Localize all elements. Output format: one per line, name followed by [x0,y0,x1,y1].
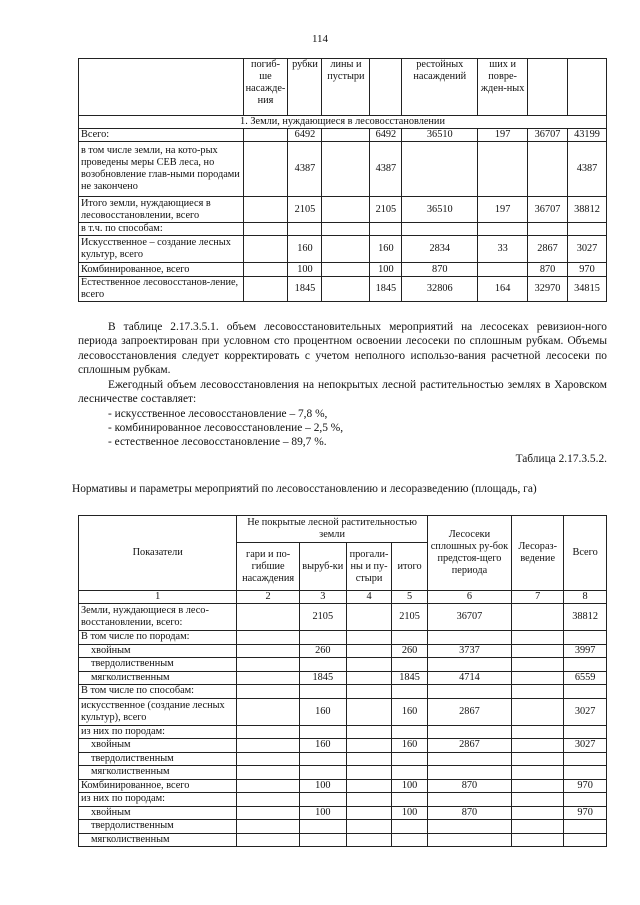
cell-value [564,793,607,807]
cell-value: 4387 [568,142,607,197]
table-row [79,766,607,780]
table-row [79,685,607,699]
cell-value [512,793,564,807]
cell-value [322,236,370,263]
cell-value [568,223,607,236]
cell-value [346,793,392,807]
column-number: 8 [564,591,607,604]
column-header: ших и повре-жден-ных [478,59,528,116]
cell-value [346,766,392,780]
row-label: в том числе земли, на кото-рых проведены меры СЕВ леса, но возобновление глав-ными породами не закончено [79,142,244,197]
row-label: Всего: [79,129,244,142]
column-number: 3 [299,591,346,604]
table-row [79,263,607,277]
cell-value [299,685,346,699]
cell-value [564,631,607,645]
cell-value [512,806,564,820]
row-label: твердолиственным [79,658,237,672]
table-row [79,644,607,658]
cell-value [346,725,392,739]
cell-value: 970 [564,779,607,793]
cell-value [237,685,300,699]
cell-value [512,604,564,631]
cell-value [392,725,427,739]
cell-value [512,631,564,645]
header-indicators: Показатели [79,516,237,591]
table-row [79,277,607,302]
cell-value: 970 [564,806,607,820]
cell-value: 32970 [528,277,568,302]
cell-value: 38812 [564,604,607,631]
table-row [79,833,607,847]
table-2-17-3-5-1-continued [78,58,607,302]
row-label: хвойным [79,644,237,658]
cell-value [322,223,370,236]
cell-value [346,671,392,685]
cell-value [392,833,427,847]
cell-value: 33 [478,236,528,263]
cell-value: 160 [392,739,427,753]
table-label: Таблица 2.17.3.5.2. [515,453,607,465]
table-row [79,658,607,672]
paragraph-2: Ежегодный объем лесовосстановления на непокрытых лесной растительностью землях в Харовском лесничестве составляет: [78,379,607,406]
cell-value: 870 [528,263,568,277]
cell-value [346,604,392,631]
cell-value [528,142,568,197]
table-title: Нормативы и параметры мероприятий по лесовосстановлению и лесоразведению (площадь, га) [72,483,537,495]
table-2-17-3-5-2 [78,515,607,847]
row-label: Естественное лесовосстанов-ление, всего [79,277,244,302]
section-header: 1. Земли, нуждающиеся в лесовосстановлении [79,116,607,129]
cell-value [299,725,346,739]
cell-value [402,142,478,197]
row-label: Земли, нуждающиеся в лесо-восстановлении, всего: [79,604,237,631]
cell-value: 2105 [392,604,427,631]
cell-value [478,142,528,197]
cell-value [237,820,300,834]
header-afforestation: Лесораз-ведение [512,516,564,591]
cell-value [346,752,392,766]
row-label: искусственное (создание лесных культур), всего [79,698,237,725]
header-cutovers: выруб-ки [299,543,346,591]
cell-value [564,658,607,672]
page-number: 114 [311,33,329,45]
cell-value [322,129,370,142]
row-label: мягколиственным [79,833,237,847]
cell-value: 6492 [288,129,322,142]
cell-value [322,197,370,223]
row-label: Искусственное – создание лесных культур, всего [79,236,244,263]
cell-value: 100 [299,806,346,820]
cell-value [346,685,392,699]
cell-value: 36707 [528,129,568,142]
row-label: мягколиственным [79,766,237,780]
cell-value: 2834 [402,236,478,263]
column-header: погиб-ше насажде-ния [243,59,288,116]
row-label: твердолиственным [79,752,237,766]
row-label: в т.ч. по способам: [79,223,244,236]
cell-value [322,142,370,197]
table-row [79,631,607,645]
cell-value [392,685,427,699]
cell-value: 6559 [564,671,607,685]
table-row [79,223,607,236]
cell-value [346,739,392,753]
cell-value: 160 [392,698,427,725]
cell-value [243,142,288,197]
table-row [79,671,607,685]
row-label: из них по породам: [79,725,237,739]
cell-value [427,631,511,645]
cell-value: 197 [478,197,528,223]
cell-value [243,236,288,263]
cell-value: 1845 [288,277,322,302]
cell-value [237,658,300,672]
cell-value: 164 [478,277,528,302]
cell-value [299,793,346,807]
cell-value: 160 [370,236,402,263]
table-row [79,779,607,793]
cell-value [243,197,288,223]
column-header [568,59,607,116]
cell-value [299,820,346,834]
header-total: Всего [564,516,607,591]
table-row [79,129,607,142]
cell-value: 36707 [528,197,568,223]
cell-value [237,833,300,847]
row-label: В том числе по породам: [79,631,237,645]
cell-value [346,779,392,793]
table-row [79,806,607,820]
row-label: хвойным [79,739,237,753]
cell-value [243,223,288,236]
cell-value: 38812 [568,197,607,223]
cell-value [528,223,568,236]
column-number: 4 [346,591,392,604]
row-label: Итого земли, нуждающиеся в лесовосстановлении, всего [79,197,244,223]
list-item-combined: - комбинированное лесовосстановление – 2,5 %, [108,422,344,434]
cell-value: 870 [427,779,511,793]
paragraph-1: В таблице 2.17.3.5.1. объем лесовосстановительных мероприятий на лесосеках ревизион-ного периода запроектирован при условном сто процентном освоении лесосеки по сплошным рубкам. Объемы лесовосстановления следует корректировать с учетом неполного использо-вания расчетной лесосеки по сплошным рубкам. [78,321,607,376]
cell-value [237,793,300,807]
cell-value [564,766,607,780]
cell-value [564,685,607,699]
cell-value [237,631,300,645]
header-unforested-lands: Не покрытые лесной растительностью земли [237,516,427,543]
cell-value [392,793,427,807]
row-label: хвойным [79,806,237,820]
cell-value [237,806,300,820]
cell-value: 870 [402,263,478,277]
cell-value: 2867 [427,698,511,725]
cell-value: 6492 [370,129,402,142]
cell-value: 160 [299,698,346,725]
cell-value: 4387 [370,142,402,197]
cell-value [478,223,528,236]
cell-value [237,725,300,739]
cell-value: 3997 [564,644,607,658]
table-row [79,142,607,197]
cell-value [427,658,511,672]
cell-value [243,263,288,277]
table-row [79,604,607,631]
column-number: 6 [427,591,511,604]
cell-value [564,752,607,766]
header-glades: прогали-ны и пу-стыри [346,543,392,591]
cell-value: 36707 [427,604,511,631]
list-item-artificial: - искусственное лесовосстановление – 7,8 %, [108,408,328,420]
cell-value [512,752,564,766]
table-row [79,197,607,223]
cell-value: 100 [392,779,427,793]
cell-value: 1845 [299,671,346,685]
cell-value: 100 [288,263,322,277]
cell-value [237,739,300,753]
cell-value [346,644,392,658]
column-header [528,59,568,116]
cell-value [299,658,346,672]
column-number: 2 [237,591,300,604]
cell-value: 4387 [288,142,322,197]
cell-value: 2105 [370,197,402,223]
cell-value [564,820,607,834]
cell-value [243,129,288,142]
row-label: мягколиственным [79,671,237,685]
cell-value [237,698,300,725]
cell-value: 3737 [427,644,511,658]
cell-value: 100 [370,263,402,277]
cell-value [299,631,346,645]
cell-value [392,766,427,780]
cell-value [512,766,564,780]
header-clearcut-areas: Лесосеки сплошных ру-бок предстоя-щего периода [427,516,511,591]
cell-value [512,833,564,847]
table-row [79,793,607,807]
cell-value [299,766,346,780]
cell-value [392,752,427,766]
cell-value [427,685,511,699]
row-label: твердолиственным [79,820,237,834]
cell-value [322,277,370,302]
cell-value [392,631,427,645]
cell-value [346,631,392,645]
cell-value: 3027 [564,739,607,753]
cell-value [237,644,300,658]
cell-value [427,725,511,739]
cell-value: 2867 [528,236,568,263]
cell-value [512,658,564,672]
cell-value [346,698,392,725]
cell-value [427,766,511,780]
cell-value: 100 [392,806,427,820]
cell-value [478,263,528,277]
row-label: Комбинированное, всего [79,263,244,277]
cell-value [512,698,564,725]
cell-value: 160 [299,739,346,753]
row-label: Комбинированное, всего [79,779,237,793]
cell-value [392,658,427,672]
header-burned: гари и по-гибшие насаждения [237,543,300,591]
column-number: 7 [512,591,564,604]
column-number: 5 [392,591,427,604]
cell-value: 2105 [288,197,322,223]
cell-value: 1845 [370,277,402,302]
cell-value: 34815 [568,277,607,302]
cell-value [346,820,392,834]
cell-value [427,752,511,766]
cell-value [512,739,564,753]
cell-value: 4714 [427,671,511,685]
column-number: 1 [79,591,237,604]
cell-value [512,671,564,685]
cell-value [346,806,392,820]
cell-value: 870 [427,806,511,820]
table-row [79,739,607,753]
cell-value [564,725,607,739]
cell-value: 2867 [427,739,511,753]
table-row [79,698,607,725]
column-header: лины и пустыри [322,59,370,116]
cell-value [402,223,478,236]
cell-value [427,793,511,807]
cell-value: 36510 [402,197,478,223]
cell-value [512,685,564,699]
cell-value: 32806 [402,277,478,302]
cell-value [237,766,300,780]
cell-value [299,752,346,766]
list-item-natural: - естественное лесовосстановление – 89,7 %. [108,436,327,448]
cell-value [370,223,402,236]
cell-value [512,725,564,739]
cell-value: 160 [288,236,322,263]
cell-value [237,671,300,685]
column-header [79,59,244,116]
column-header [370,59,402,116]
cell-value [512,779,564,793]
table-row [79,236,607,263]
cell-value [427,833,511,847]
cell-value: 1845 [392,671,427,685]
cell-value [322,263,370,277]
table-row [79,820,607,834]
row-label: В том числе по способам: [79,685,237,699]
cell-value: 197 [478,129,528,142]
table-row [79,752,607,766]
cell-value [346,833,392,847]
cell-value [392,820,427,834]
cell-value [299,833,346,847]
cell-value [512,644,564,658]
cell-value: 970 [568,263,607,277]
cell-value: 2105 [299,604,346,631]
cell-value: 3027 [568,236,607,263]
cell-value: 3027 [564,698,607,725]
column-header: рестойных насаждений [402,59,478,116]
cell-value: 260 [392,644,427,658]
cell-value [427,820,511,834]
cell-value [237,752,300,766]
cell-value [346,658,392,672]
row-label: из них по породам: [79,793,237,807]
cell-value: 100 [299,779,346,793]
cell-value [237,604,300,631]
header-subtotal: итого [392,543,427,591]
cell-value: 260 [299,644,346,658]
cell-value: 36510 [402,129,478,142]
cell-value [237,779,300,793]
cell-value [512,820,564,834]
cell-value [564,833,607,847]
table-row [79,725,607,739]
cell-value [243,277,288,302]
cell-value: 43199 [568,129,607,142]
cell-value [288,223,322,236]
column-header: рубки [288,59,322,116]
